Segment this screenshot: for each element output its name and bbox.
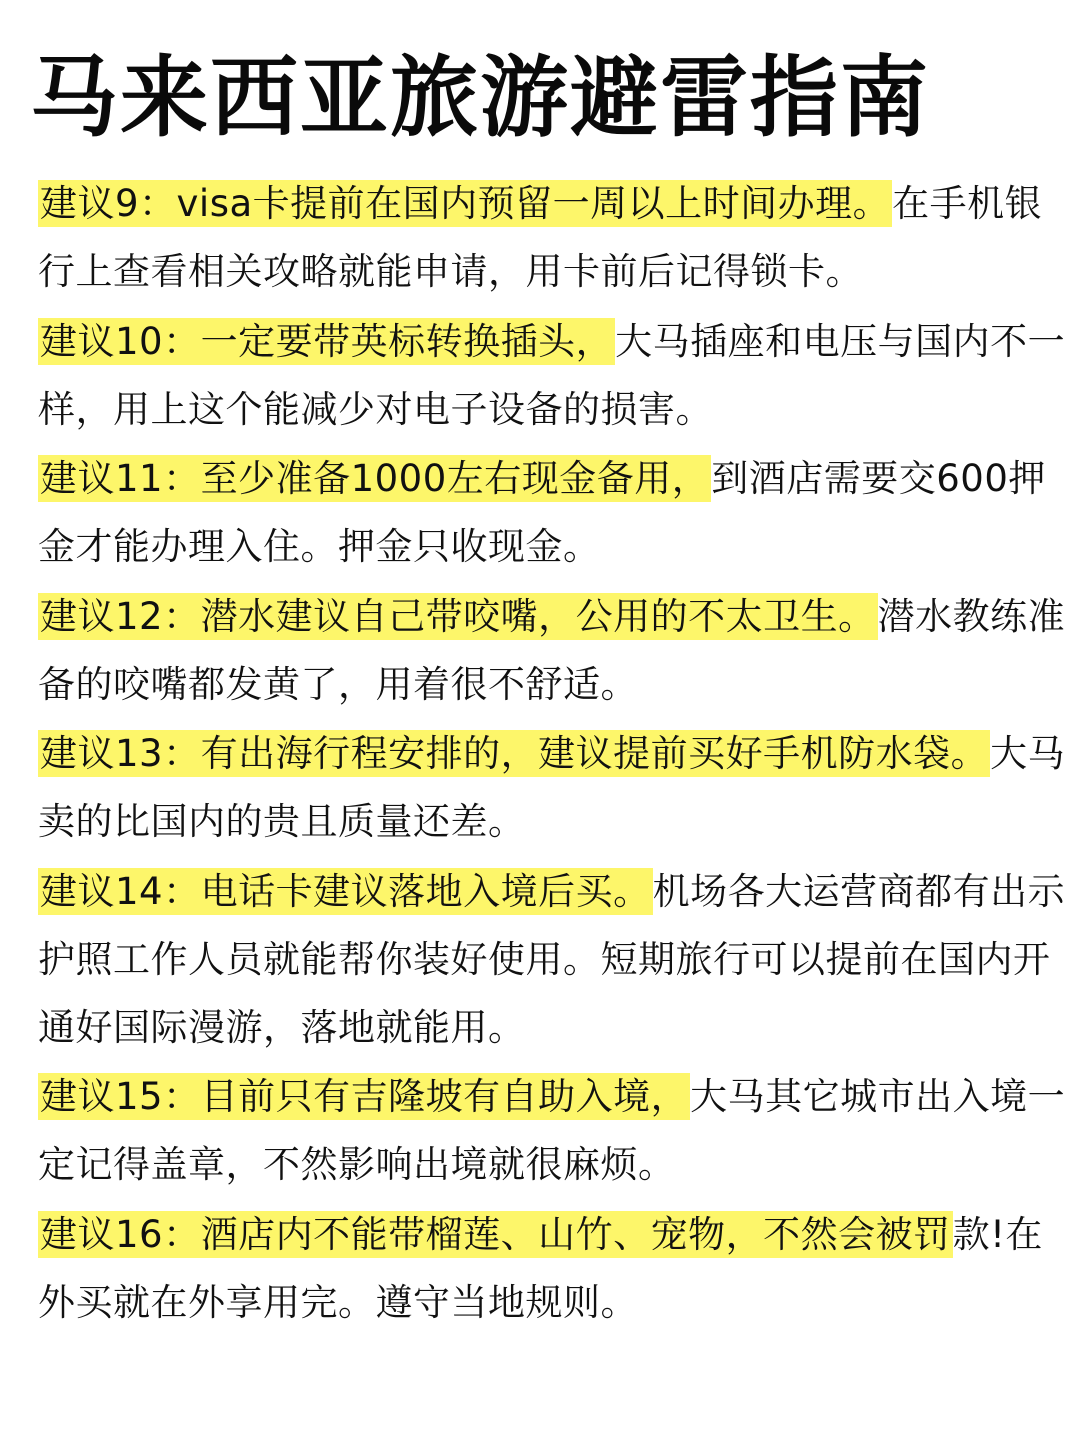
tip-item-14	[38, 858, 1068, 1062]
tip-body: 大马卖的比国内的贵且质量还差。	[38, 732, 1066, 843]
tip-body: 大马插座和电压与国内不一样，用上这个能减少对电子设备的损害。	[38, 319, 1066, 431]
tip-highlight: 建议11：至少准备1000左右现金备用，	[40, 457, 710, 500]
tip-body: 款!在外买就在外享用完。遵守当地规则。	[38, 1212, 1043, 1324]
tip-item-10	[38, 308, 1068, 444]
tips-list	[38, 170, 1068, 1338]
tip-body: 大马其它城市出入境一定记得盖章，不然影响出境就很麻烦。	[38, 1075, 1066, 1186]
tip-highlight: 建议12：潜水建议自己带咬嘴，公用的不太卫生。	[40, 594, 876, 638]
tip-highlight: 建议9：visa卡提前在国内预留一周以上时间办理。	[40, 182, 891, 225]
tip-body: 机场各大运营商都有出示护照工作人员就能帮你装好使用。短期旅行可以提前在国内开通好国际漫游，落地就能用。	[38, 869, 1066, 1049]
tip-item-11	[38, 445, 1068, 581]
tip-highlight: 建议15：目前只有吉隆坡有自助入境，	[40, 1075, 689, 1118]
tip-highlight: 建议13：有出海行程安排的，建议提前买好手机防水袋。	[40, 732, 989, 775]
tip-item-16	[38, 1201, 1068, 1337]
tip-highlight: 建议16：酒店内不能带榴莲、山竹、宠物，不然会被罚	[40, 1212, 951, 1256]
tip-body: 潜水教练准备的咬嘴都发黄了，用着很不舒适。	[38, 594, 1066, 706]
tip-item-13	[38, 720, 1068, 856]
tip-body: 到酒店需要交600押金才能办理入住。押金只收现金。	[38, 457, 1046, 568]
tip-item-12	[38, 583, 1068, 719]
tip-body: 在手机银行上查看相关攻略就能申请，用卡前后记得锁卡。	[38, 182, 1043, 293]
tip-highlight: 建议10：一定要带英标转换插头，	[40, 319, 614, 363]
page-title: 马来西亚旅游避雷指南	[30, 46, 931, 149]
tip-item-9	[38, 170, 1068, 306]
tip-highlight: 建议14：电话卡建议落地入境后买。	[40, 869, 651, 913]
tip-item-15	[38, 1063, 1068, 1199]
